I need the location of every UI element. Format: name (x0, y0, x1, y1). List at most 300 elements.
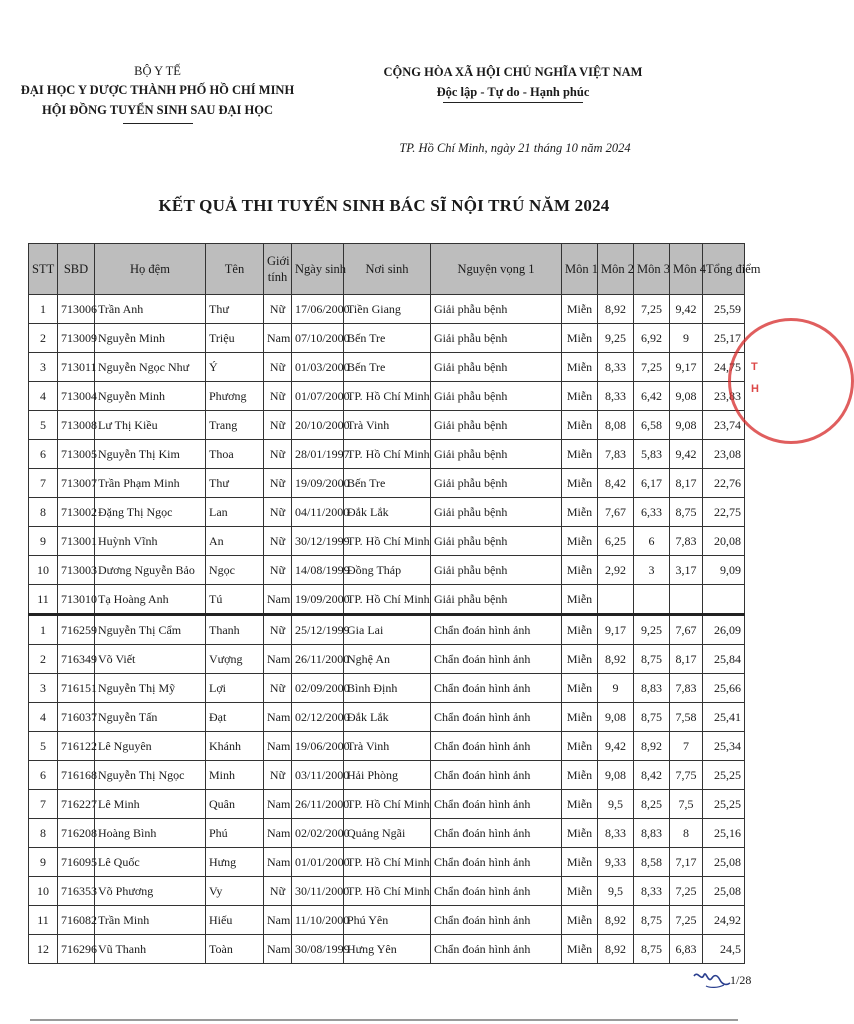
cell-ten: Thanh (206, 615, 264, 645)
cell-mon4: 7,25 (670, 877, 703, 906)
cell-sbd: 716353 (58, 877, 95, 906)
page-number: 1/28 (730, 973, 752, 987)
university-name: ĐẠI HỌC Y DƯỢC THÀNH PHỐ HỒ CHÍ MINH (20, 83, 295, 97)
cell-noi-sinh: Bến Tre (344, 324, 431, 353)
cell-gioi-tinh: Nam (264, 732, 292, 761)
cell-stt: 12 (29, 935, 58, 964)
cell-mon3: 8,75 (634, 645, 670, 674)
table-row (29, 790, 745, 819)
cell-ten: Ý (206, 353, 264, 382)
cell-mon2: 9,33 (598, 848, 634, 877)
cell-sbd: 713007 (58, 469, 95, 498)
cell-tong-diem: 25,25 (703, 761, 745, 790)
cell-stt: 2 (29, 645, 58, 674)
cell-ten: Triệu (206, 324, 264, 353)
cell-sbd: 713001 (58, 527, 95, 556)
cell-stt: 8 (29, 498, 58, 527)
cell-noi-sinh: TP. Hồ Chí Minh (344, 527, 431, 556)
cell-noi-sinh: Hưng Yên (344, 935, 431, 964)
issuer-underline (123, 123, 193, 124)
cell-mon3: 8,75 (634, 703, 670, 732)
cell-mon3: 8,83 (634, 674, 670, 703)
cell-sbd: 716227 (58, 790, 95, 819)
cell-mon2: 9,5 (598, 790, 634, 819)
cell-noi-sinh: TP. Hồ Chí Minh (344, 382, 431, 411)
cell-gioi-tinh: Nữ (264, 295, 292, 324)
cell-mon4: 7,83 (670, 527, 703, 556)
cell-ho-dem: Nguyễn Thị Mỹ (95, 674, 206, 703)
cell-tong-diem: 26,09 (703, 615, 745, 645)
table-row (29, 645, 745, 674)
cell-stt: 5 (29, 411, 58, 440)
cell-mon3: 8,83 (634, 819, 670, 848)
col-tong-diem: Tổng điểm (703, 244, 745, 295)
cell-ngay-sinh: 25/12/1999 (292, 615, 344, 645)
table-row (29, 527, 745, 556)
cell-mon4: 7,17 (670, 848, 703, 877)
cell-tong-diem: 25,17 (703, 324, 745, 353)
cell-mon2: 9 (598, 674, 634, 703)
cell-mon3: 8,75 (634, 935, 670, 964)
cell-sbd: 713008 (58, 411, 95, 440)
cell-mon4: 7,5 (670, 790, 703, 819)
cell-sbd: 713004 (58, 382, 95, 411)
table-row (29, 469, 745, 498)
signature-mark (692, 966, 732, 992)
table-row (29, 382, 745, 411)
cell-stt: 4 (29, 703, 58, 732)
cell-mon3: 5,83 (634, 440, 670, 469)
republic-name: CỘNG HÒA XÃ HỘI CHỦ NGHĨA VIỆT NAM (383, 65, 643, 79)
cell-gioi-tinh: Nữ (264, 556, 292, 585)
cell-gioi-tinh: Nam (264, 790, 292, 819)
national-motto: Độc lập - Tự do - Hạnh phúc (436, 85, 590, 99)
cell-sbd: 716168 (58, 761, 95, 790)
cell-stt: 3 (29, 353, 58, 382)
cell-ho-dem: Hoàng Bình (95, 819, 206, 848)
cell-tong-diem: 20,08 (703, 527, 745, 556)
cell-gioi-tinh: Nữ (264, 498, 292, 527)
cell-ngay-sinh: 26/11/2000 (292, 645, 344, 674)
cell-ten: Vượng (206, 645, 264, 674)
cell-ten: Ngọc (206, 556, 264, 585)
cell-noi-sinh: TP. Hồ Chí Minh (344, 790, 431, 819)
cell-nguyen-vong: Giải phẫu bệnh (431, 411, 562, 440)
cell-noi-sinh: TP. Hồ Chí Minh (344, 877, 431, 906)
cell-tong-diem: 24,92 (703, 906, 745, 935)
cell-stt: 11 (29, 906, 58, 935)
cell-tong-diem: 25,59 (703, 295, 745, 324)
cell-ten: Toàn (206, 935, 264, 964)
cell-ten: Thoa (206, 440, 264, 469)
cell-nguyen-vong: Giải phẫu bệnh (431, 353, 562, 382)
cell-gioi-tinh: Nam (264, 324, 292, 353)
cell-ten: Khánh (206, 732, 264, 761)
cell-ten: Hưng (206, 848, 264, 877)
cell-sbd: 716082 (58, 906, 95, 935)
cell-gioi-tinh: Nam (264, 819, 292, 848)
cell-gioi-tinh: Nữ (264, 615, 292, 645)
table-row (29, 585, 745, 615)
cell-gioi-tinh: Nam (264, 848, 292, 877)
cell-ten: Minh (206, 761, 264, 790)
cell-mon3: 8,25 (634, 790, 670, 819)
cell-ten: Phú (206, 819, 264, 848)
cell-mon2: 8,33 (598, 819, 634, 848)
cell-gioi-tinh: Nam (264, 906, 292, 935)
cell-mon2: 8,33 (598, 353, 634, 382)
date-line: TP. Hồ Chí Minh, ngày 21 tháng 10 năm 2024 (399, 141, 631, 155)
cell-mon4: 7 (670, 732, 703, 761)
cell-gioi-tinh: Nữ (264, 761, 292, 790)
table-row (29, 615, 745, 645)
cell-ten: Tú (206, 585, 264, 615)
col-gioi-tinh-line1: Giới (267, 254, 290, 268)
cell-mon3: 8,58 (634, 848, 670, 877)
cell-noi-sinh: TP. Hồ Chí Minh (344, 585, 431, 615)
cell-nguyen-vong: Chẩn đoán hình ảnh (431, 674, 562, 703)
cell-nguyen-vong: Giải phẫu bệnh (431, 556, 562, 585)
table-row (29, 906, 745, 935)
cell-gioi-tinh: Nam (264, 703, 292, 732)
cell-stt: 8 (29, 819, 58, 848)
table-row (29, 440, 745, 469)
cell-mon4: 7,67 (670, 615, 703, 645)
cell-ho-dem: Trần Minh (95, 906, 206, 935)
col-gioi-tinh (264, 244, 292, 295)
cell-mon1: Miễn (562, 674, 598, 703)
cell-mon3: 7,25 (634, 353, 670, 382)
cell-ten: Lan (206, 498, 264, 527)
cell-mon1: Miễn (562, 761, 598, 790)
cell-tong-diem: 25,34 (703, 732, 745, 761)
cell-ngay-sinh: 02/02/2000 (292, 819, 344, 848)
cell-mon1: Miễn (562, 935, 598, 964)
cell-noi-sinh: Gia Lai (344, 615, 431, 645)
cell-ngay-sinh: 20/10/2000 (292, 411, 344, 440)
cell-mon1: Miễn (562, 877, 598, 906)
cell-mon2: 2,92 (598, 556, 634, 585)
cell-mon4: 9,08 (670, 382, 703, 411)
cell-mon1: Miễn (562, 295, 598, 324)
national-heading (378, 62, 648, 103)
cell-ngay-sinh: 19/06/2000 (292, 732, 344, 761)
cell-nguyen-vong: Chẩn đoán hình ảnh (431, 703, 562, 732)
cell-mon2: 9,08 (598, 761, 634, 790)
cell-gioi-tinh: Nữ (264, 382, 292, 411)
cell-mon3: 7,25 (634, 295, 670, 324)
cell-mon1: Miễn (562, 324, 598, 353)
cell-mon4: 9,08 (670, 411, 703, 440)
cell-ten: Thư (206, 469, 264, 498)
cell-mon3: 6,42 (634, 382, 670, 411)
cell-mon3: 6,58 (634, 411, 670, 440)
motto-underline (443, 102, 583, 103)
results-table (28, 243, 761, 964)
cell-ho-dem: Đặng Thị Ngọc (95, 498, 206, 527)
cell-stt: 9 (29, 527, 58, 556)
cell-ho-dem: Nguyễn Thị Cẩm (95, 615, 206, 645)
cell-nguyen-vong: Giải phẫu bệnh (431, 382, 562, 411)
cell-nguyen-vong: Chẩn đoán hình ảnh (431, 615, 562, 645)
cell-mon1: Miễn (562, 382, 598, 411)
cell-noi-sinh: Đồng Tháp (344, 556, 431, 585)
col-noi-sinh: Nơi sinh (344, 244, 431, 295)
cell-mon4: 9,42 (670, 295, 703, 324)
cell-stt: 6 (29, 440, 58, 469)
col-gioi-tinh-line2: tính (267, 270, 288, 284)
cell-mon1: Miễn (562, 703, 598, 732)
cell-tong-diem: 24,75 (703, 353, 745, 382)
col-stt: STT (29, 244, 58, 295)
cell-mon1: Miễn (562, 527, 598, 556)
cell-mon4: 9,17 (670, 353, 703, 382)
cell-mon2: 8,08 (598, 411, 634, 440)
cell-gioi-tinh: Nữ (264, 527, 292, 556)
cell-mon3: 6,92 (634, 324, 670, 353)
col-ngay-sinh: Ngày sinh (292, 244, 344, 295)
cell-mon4: 3,17 (670, 556, 703, 585)
cell-mon4: 9 (670, 324, 703, 353)
council-name: HỘI ĐỒNG TUYỂN SINH SAU ĐẠI HỌC (41, 103, 274, 117)
cell-ho-dem: Lê Quốc (95, 848, 206, 877)
cell-gioi-tinh: Nam (264, 585, 292, 615)
cell-mon4: 7,83 (670, 674, 703, 703)
cell-sbd: 716296 (58, 935, 95, 964)
cell-mon2: 9,17 (598, 615, 634, 645)
cell-sbd: 713002 (58, 498, 95, 527)
col-mon4: Môn 4 (670, 244, 703, 295)
table-row (29, 703, 745, 732)
cell-tong-diem: 23,83 (703, 382, 745, 411)
cell-tong-diem: 25,16 (703, 819, 745, 848)
cell-tong-diem (703, 585, 745, 615)
cell-ho-dem: Nguyễn Thị Kim (95, 440, 206, 469)
cell-tong-diem: 25,08 (703, 848, 745, 877)
cell-ho-dem: Huỳnh Vĩnh (95, 527, 206, 556)
cell-stt: 7 (29, 469, 58, 498)
cell-sbd: 713009 (58, 324, 95, 353)
cell-mon2: 9,5 (598, 877, 634, 906)
cell-noi-sinh: TP. Hồ Chí Minh (344, 848, 431, 877)
cell-mon1: Miễn (562, 585, 598, 615)
cell-mon4: 9,42 (670, 440, 703, 469)
cell-sbd: 713005 (58, 440, 95, 469)
cell-nguyen-vong: Giải phẫu bệnh (431, 324, 562, 353)
cell-mon2: 7,83 (598, 440, 634, 469)
table-row (29, 819, 745, 848)
cell-nguyen-vong: Giải phẫu bệnh (431, 498, 562, 527)
cell-tong-diem: 22,75 (703, 498, 745, 527)
cell-nguyen-vong: Chẩn đoán hình ảnh (431, 645, 562, 674)
cell-stt: 7 (29, 790, 58, 819)
table-row (29, 353, 745, 382)
cell-ngay-sinh: 30/08/1999 (292, 935, 344, 964)
cell-ho-dem: Võ Phương (95, 877, 206, 906)
cell-mon1: Miễn (562, 556, 598, 585)
cell-mon2 (598, 585, 634, 615)
cell-mon1: Miễn (562, 819, 598, 848)
col-ho-dem: Họ đệm (95, 244, 206, 295)
cell-ngay-sinh: 17/06/2000 (292, 295, 344, 324)
cell-sbd: 716151 (58, 674, 95, 703)
cell-noi-sinh: Trà Vinh (344, 411, 431, 440)
cell-nguyen-vong: Chẩn đoán hình ảnh (431, 906, 562, 935)
cell-mon3: 8,42 (634, 761, 670, 790)
cell-tong-diem: 9,09 (703, 556, 745, 585)
cell-mon2: 8,92 (598, 906, 634, 935)
cell-ngay-sinh: 02/09/2000 (292, 674, 344, 703)
cell-tong-diem: 23,74 (703, 411, 745, 440)
cell-ho-dem: Trần Phạm Minh (95, 469, 206, 498)
cell-mon1: Miễn (562, 440, 598, 469)
cell-mon1: Miễn (562, 353, 598, 382)
cell-sbd: 713006 (58, 295, 95, 324)
cell-sbd: 716349 (58, 645, 95, 674)
cell-mon3: 8,92 (634, 732, 670, 761)
issuer-block (20, 62, 295, 124)
cell-sbd: 716095 (58, 848, 95, 877)
cell-ngay-sinh: 03/11/2000 (292, 761, 344, 790)
cell-mon2: 8,42 (598, 469, 634, 498)
cell-ngay-sinh: 04/11/2000 (292, 498, 344, 527)
cell-tong-diem: 25,66 (703, 674, 745, 703)
cell-ngay-sinh: 01/03/2000 (292, 353, 344, 382)
cell-nguyen-vong: Chẩn đoán hình ảnh (431, 877, 562, 906)
cell-stt: 9 (29, 848, 58, 877)
cell-noi-sinh: Bình Định (344, 674, 431, 703)
cell-stt: 6 (29, 761, 58, 790)
cell-ngay-sinh: 14/08/1999 (292, 556, 344, 585)
cell-mon1: Miễn (562, 732, 598, 761)
cell-sbd: 713003 (58, 556, 95, 585)
cell-noi-sinh: Đắk Lắk (344, 703, 431, 732)
cell-mon4: 8 (670, 819, 703, 848)
cell-mon1: Miễn (562, 615, 598, 645)
cell-gioi-tinh: Nữ (264, 469, 292, 498)
cell-gioi-tinh: Nữ (264, 411, 292, 440)
cell-mon1: Miễn (562, 790, 598, 819)
cell-noi-sinh: Bến Tre (344, 469, 431, 498)
cell-tong-diem: 25,84 (703, 645, 745, 674)
cell-mon1: Miễn (562, 645, 598, 674)
col-ten: Tên (206, 244, 264, 295)
cell-gioi-tinh: Nữ (264, 877, 292, 906)
cell-mon1: Miễn (562, 498, 598, 527)
cell-mon1: Miễn (562, 469, 598, 498)
cell-noi-sinh: Hải Phòng (344, 761, 431, 790)
table-row (29, 761, 745, 790)
cell-tong-diem: 25,25 (703, 790, 745, 819)
cell-mon3: 3 (634, 556, 670, 585)
col-mon3: Môn 3 (634, 244, 670, 295)
cell-noi-sinh: Phú Yên (344, 906, 431, 935)
cell-noi-sinh: Tiền Giang (344, 295, 431, 324)
table-row (29, 848, 745, 877)
table-row (29, 295, 745, 324)
cell-sbd: 716208 (58, 819, 95, 848)
cell-stt: 10 (29, 877, 58, 906)
table-header-row (29, 244, 745, 295)
cell-sbd: 716259 (58, 615, 95, 645)
cell-gioi-tinh: Nam (264, 645, 292, 674)
cell-nguyen-vong: Giải phẫu bệnh (431, 585, 562, 615)
cell-tong-diem: 25,08 (703, 877, 745, 906)
col-sbd: SBD (58, 244, 95, 295)
cell-nguyen-vong: Giải phẫu bệnh (431, 440, 562, 469)
cell-ngay-sinh: 19/09/2000 (292, 585, 344, 615)
cell-nguyen-vong: Giải phẫu bệnh (431, 527, 562, 556)
cell-mon2: 9,08 (598, 703, 634, 732)
bottom-edge-line (30, 1019, 738, 1021)
table-row (29, 674, 745, 703)
cell-tong-diem: 23,08 (703, 440, 745, 469)
cell-ngay-sinh: 30/12/1999 (292, 527, 344, 556)
cell-sbd: 713010 (58, 585, 95, 615)
cell-ho-dem: Võ Viết (95, 645, 206, 674)
cell-mon2: 8,92 (598, 295, 634, 324)
cell-ho-dem: Vũ Thanh (95, 935, 206, 964)
cell-ho-dem: Lê Minh (95, 790, 206, 819)
cell-nguyen-vong: Chẩn đoán hình ảnh (431, 732, 562, 761)
col-nguyen-vong: Nguyện vọng 1 (431, 244, 562, 295)
cell-ho-dem: Lê Nguyên (95, 732, 206, 761)
cell-tong-diem: 22,76 (703, 469, 745, 498)
red-seal-stamp: T H (728, 318, 854, 444)
cell-mon3: 6,17 (634, 469, 670, 498)
cell-ngay-sinh: 19/09/2000 (292, 469, 344, 498)
cell-gioi-tinh: Nam (264, 935, 292, 964)
cell-ho-dem: Nguyễn Ngọc Như (95, 353, 206, 382)
cell-ten: An (206, 527, 264, 556)
cell-ten: Quân (206, 790, 264, 819)
cell-nguyen-vong: Chẩn đoán hình ảnh (431, 848, 562, 877)
table-row (29, 935, 745, 964)
cell-mon4: 6,83 (670, 935, 703, 964)
cell-noi-sinh: Trà Vinh (344, 732, 431, 761)
cell-mon4: 7,75 (670, 761, 703, 790)
cell-nguyen-vong: Chẩn đoán hình ảnh (431, 790, 562, 819)
col-mon2: Môn 2 (598, 244, 634, 295)
cell-ngay-sinh: 01/01/2000 (292, 848, 344, 877)
cell-mon2: 8,92 (598, 935, 634, 964)
cell-ngay-sinh: 11/10/2000 (292, 906, 344, 935)
cell-mon3: 6 (634, 527, 670, 556)
cell-ten: Lợi (206, 674, 264, 703)
cell-gioi-tinh: Nữ (264, 674, 292, 703)
cell-nguyen-vong: Giải phẫu bệnh (431, 295, 562, 324)
cell-nguyen-vong: Chẩn đoán hình ảnh (431, 819, 562, 848)
cell-mon3: 6,33 (634, 498, 670, 527)
cell-noi-sinh: TP. Hồ Chí Minh (344, 440, 431, 469)
cell-tong-diem: 24,5 (703, 935, 745, 964)
cell-mon4: 8,17 (670, 469, 703, 498)
cell-sbd: 716122 (58, 732, 95, 761)
table-row (29, 732, 745, 761)
cell-ho-dem: Nguyễn Tấn (95, 703, 206, 732)
cell-mon2: 8,33 (598, 382, 634, 411)
cell-ngay-sinh: 28/01/1997 (292, 440, 344, 469)
cell-mon4: 7,58 (670, 703, 703, 732)
cell-gioi-tinh: Nữ (264, 353, 292, 382)
cell-ten: Vy (206, 877, 264, 906)
cell-noi-sinh: Đắk Lắk (344, 498, 431, 527)
cell-mon4: 8,17 (670, 645, 703, 674)
cell-noi-sinh: Quảng Ngãi (344, 819, 431, 848)
cell-mon1: Miễn (562, 848, 598, 877)
cell-stt: 1 (29, 295, 58, 324)
cell-mon2: 8,92 (598, 645, 634, 674)
